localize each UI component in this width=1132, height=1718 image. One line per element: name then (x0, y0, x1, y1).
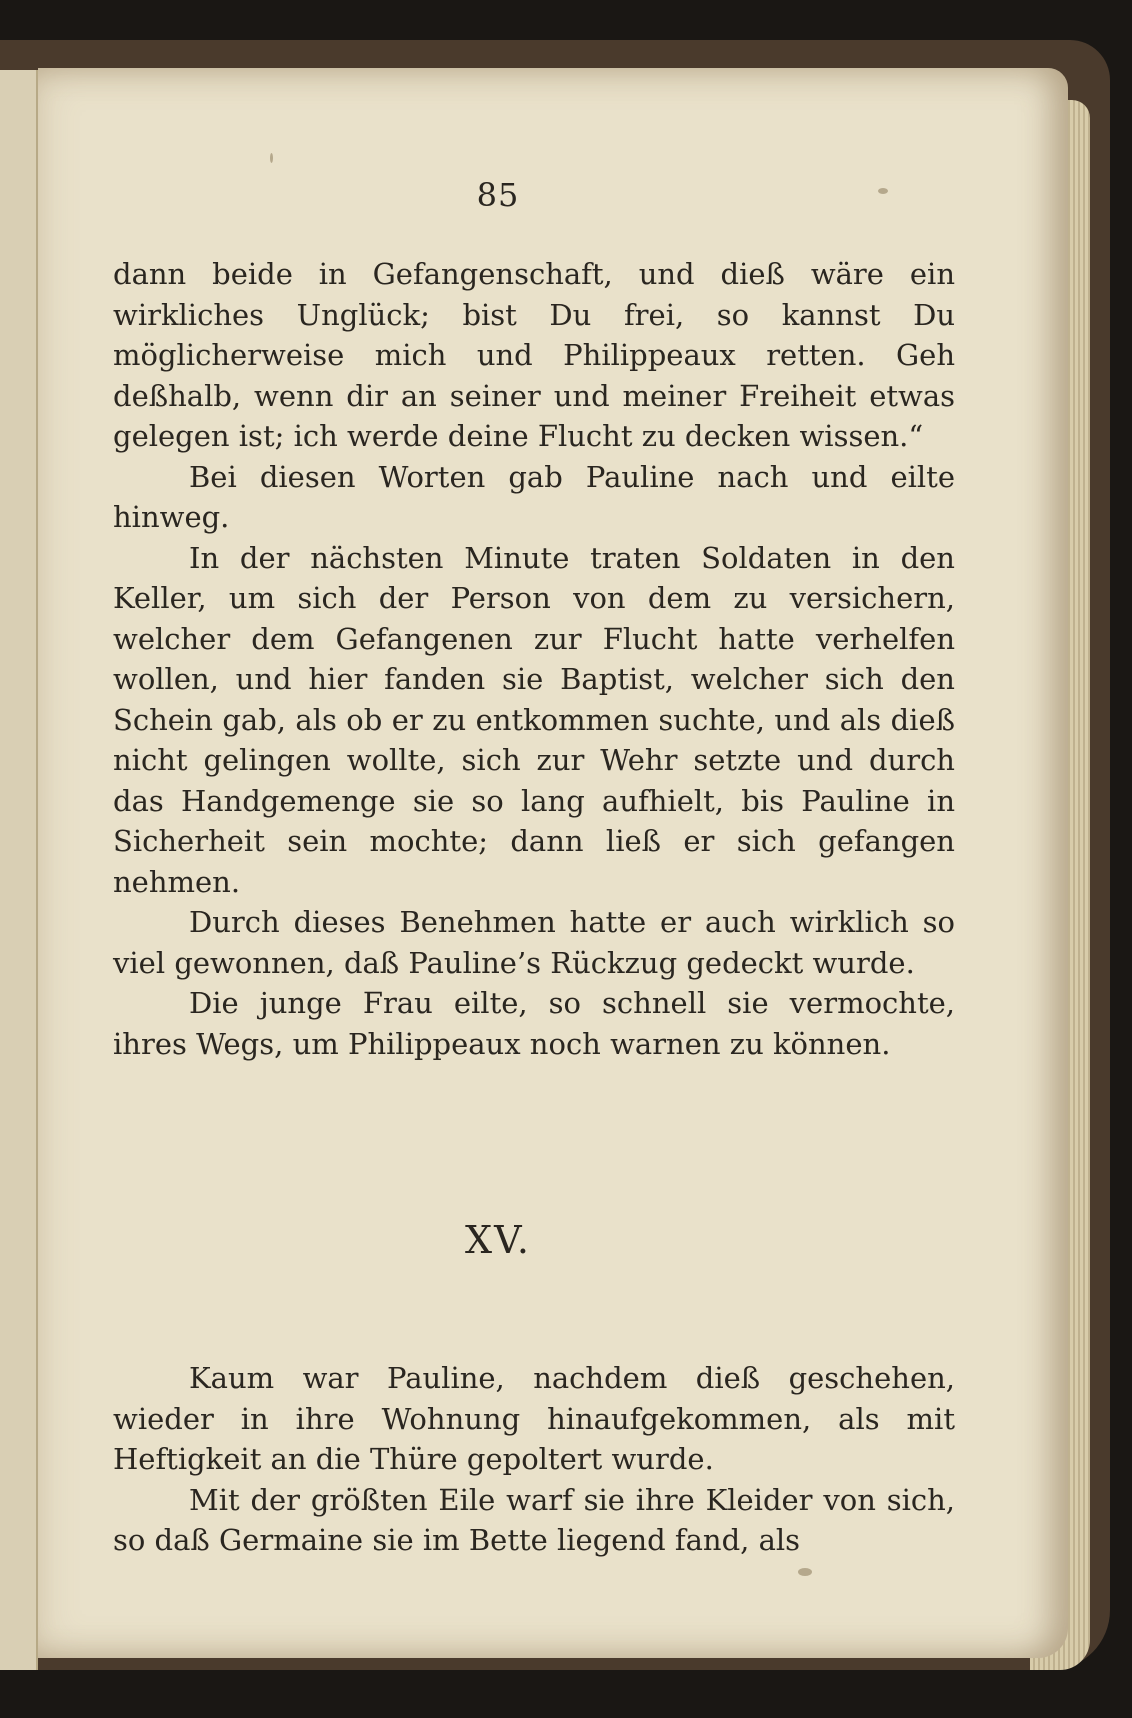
chapter-text-block (113, 1358, 955, 1561)
chapter-heading: XV. (465, 1218, 531, 1262)
paragraph-continuation: dann beide in Gefangenschaft, und dieß wäre ein wirkliches Unglück; bist Du frei, so kannst Du möglicherweise mich und Philippeaux retten. Geh deßhalb, wenn dir an seiner und meiner Freiheit etwas gelegen ist; ich werde deine Flucht zu decken wissen.“ (113, 257, 955, 453)
paragraph: In der nächsten Minute traten Soldaten in den Keller, um sich der Person von dem zu versichern, welcher dem Gefangenen zur Flucht hatte verhelfen wollen, und hier fanden sie Baptist, welcher sich den Schein gab, als ob er zu entkommen suchte, und als dieß nicht gelingen wollte, sich zur Wehr setzte und durch das Handgemenge sie so lang aufhielt, bis Pauline in Sicherheit sein mochte; dann ließ er sich gefangen nehmen. (113, 540, 955, 899)
paper-speck (878, 188, 888, 194)
page-number: 85 (476, 176, 520, 214)
paragraph: Die junge Frau eilte, so schnell sie vermochte, ihres Wegs, um Philippeaux noch warnen zu können. (113, 986, 955, 1061)
text-block (113, 254, 955, 1064)
book-page (38, 68, 1068, 1658)
paragraph: Bei diesen Worten gab Pauline nach und eilte hinweg. (113, 459, 955, 534)
previous-page-edge (0, 70, 38, 1670)
paper-speck (270, 153, 273, 163)
paragraph: Durch dieses Benehmen hatte er auch wirklich so viel gewonnen, daß Pauline’s Rückzug gedeckt wurde. (113, 905, 955, 980)
paragraph: Kaum war Pauline, nachdem dieß geschehen, wieder in ihre Wohnung hinaufgekommen, als mit Heftigkeit an die Thüre gepoltert wurde. (113, 1361, 955, 1476)
paper-speck (798, 1568, 812, 1576)
paragraph: Mit der größten Eile warf sie ihre Kleider von sich, so daß Germaine sie im Bette liegend fand, als (113, 1482, 955, 1557)
